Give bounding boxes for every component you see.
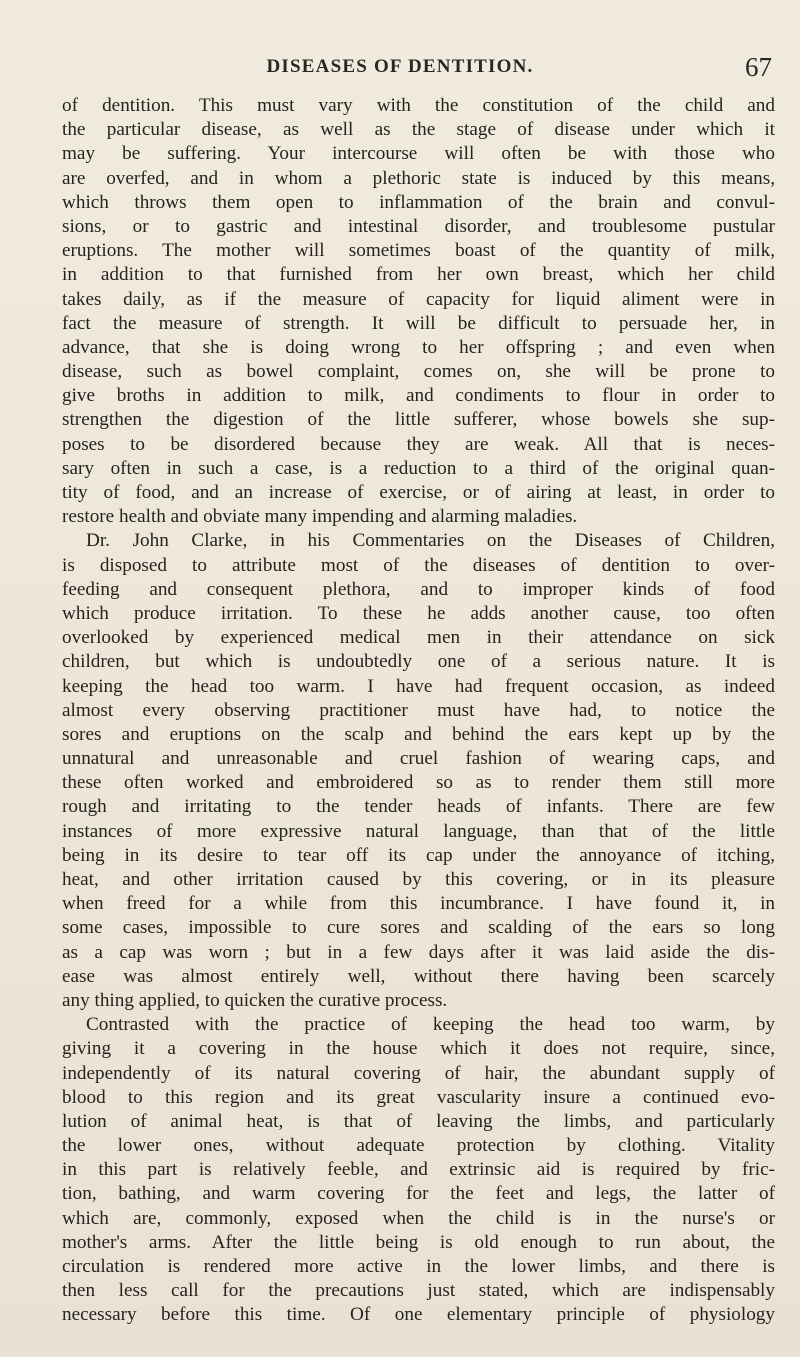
text-line: Dr. John Clarke, in his Commentaries on the Diseases of Children,	[86, 530, 775, 552]
paragraph	[62, 94, 775, 529]
text-line: instances of more expressive natural language, than that of the little	[62, 820, 775, 842]
text-line: which throws them open to inflammation of the brain and convul-	[62, 191, 775, 213]
text-line: restore health and obviate many impending and alarming maladies.	[62, 506, 578, 528]
text-line: mother's arms. After the little being is old enough to run about, the	[62, 1231, 775, 1253]
text-line: rough and irritating to the tender heads of infants. There are few	[62, 796, 775, 818]
text-line: of dentition. This must vary with the constitution of the child and	[62, 95, 775, 116]
paragraph	[62, 529, 775, 1013]
text-line: Contrasted with the practice of keeping the head too warm, by	[86, 1014, 775, 1036]
text-line: circulation is rendered more active in the lower limbs, and there is	[62, 1256, 775, 1277]
text-line: advance, that she is doing wrong to her offspring ; and even when	[62, 336, 775, 358]
text-line: poses to be disordered because they are weak. All that is neces-	[62, 433, 775, 455]
text-line: in this part is relatively feeble, and extrinsic aid is required by fric-	[62, 1159, 775, 1181]
text-line: independently of its natural covering of hair, the abundant supply of	[62, 1062, 775, 1084]
text-line: strengthen the digestion of the little sufferer, whose bowels she sup-	[62, 409, 775, 431]
text-line: blood to this region and its great vascularity insure a continued evo-	[62, 1086, 775, 1108]
text-line: tion, bathing, and warm covering for the feet and legs, the latter of	[62, 1183, 775, 1205]
text-line: sions, or to gastric and intestinal disorder, and troublesome pustular	[62, 215, 775, 237]
text-line: these often worked and embroidered so as to render them still more	[62, 772, 775, 794]
text-line: which are, commonly, exposed when the child is in the nurse's or	[62, 1207, 775, 1229]
text-line: may be suffering. Your intercourse will often be with those who	[62, 143, 775, 165]
body-text	[62, 94, 775, 1328]
text-line: feeding and consequent plethora, and to improper kinds of food	[62, 578, 775, 600]
text-line: sores and eruptions on the scalp and behind the ears kept up by the	[62, 723, 775, 745]
text-line: eruptions. The mother will sometimes boast of the quantity of milk,	[62, 240, 775, 262]
running-head	[0, 52, 800, 82]
text-line: keeping the head too warm. I have had frequent occasion, as indeed	[62, 675, 775, 697]
text-line: necessary before this time. Of one elementary principle of physiology	[62, 1304, 775, 1326]
text-line: tity of food, and an increase of exercise, or of airing at least, in order to	[62, 482, 775, 503]
text-line: heat, and other irritation caused by this covering, or in its pleasure	[62, 869, 775, 890]
text-line: then less call for the precautions just stated, which are indispensably	[62, 1280, 775, 1302]
text-line: being in its desire to tear off its cap under the annoyance of itching,	[62, 844, 775, 866]
text-line: children, but which is undoubtedly one of a serious nature. It is	[62, 651, 775, 673]
text-line: when freed for a while from this incumbrance. I have found it, in	[62, 893, 775, 915]
text-line: takes daily, as if the measure of capacity for liquid aliment were in	[62, 288, 775, 310]
text-line: are overfed, and in whom a plethoric state is induced by this means,	[62, 167, 775, 189]
paragraph	[62, 1013, 775, 1327]
text-line: as a cap was worn ; but in a few days after it was laid aside the dis-	[62, 941, 775, 963]
text-line: is disposed to attribute most of the diseases of dentition to over-	[62, 554, 775, 576]
text-line: any thing applied, to quicken the curative process.	[62, 989, 448, 1011]
text-line: giving it a covering in the house which it does not require, since,	[62, 1038, 775, 1060]
text-line: lution of animal heat, is that of leaving the limbs, and particularly	[62, 1110, 775, 1132]
text-line: the lower ones, without adequate protection by clothing. Vitality	[62, 1135, 775, 1157]
text-line: the particular disease, as well as the stage of disease under which it	[62, 119, 775, 141]
text-line: disease, such as bowel complaint, comes on, she will be prone to	[62, 361, 775, 383]
text-line: which produce irritation. To these he adds another cause, too often	[62, 602, 775, 624]
text-line: almost every observing practitioner must have had, to notice the	[62, 699, 775, 721]
running-title: DISEASES OF DENTITION.	[266, 56, 534, 77]
text-line: sary often in such a case, is a reduction to a third of the original quan-	[62, 457, 775, 479]
text-line: unnatural and unreasonable and cruel fashion of wearing caps, and	[62, 748, 775, 770]
text-line: in addition to that furnished from her own breast, which her child	[62, 264, 775, 286]
text-line: some cases, impossible to cure sores and scalding of the ears so long	[62, 917, 775, 939]
text-line: overlooked by experienced medical men in their attendance on sick	[62, 627, 775, 649]
text-line: fact the measure of strength. It will be difficult to persuade her, in	[62, 312, 775, 334]
page-number: 67	[745, 52, 772, 82]
text-line: give broths in addition to milk, and condiments to flour in order to	[62, 385, 775, 407]
text-line: ease was almost entirely well, without there having been scarcely	[62, 965, 775, 987]
